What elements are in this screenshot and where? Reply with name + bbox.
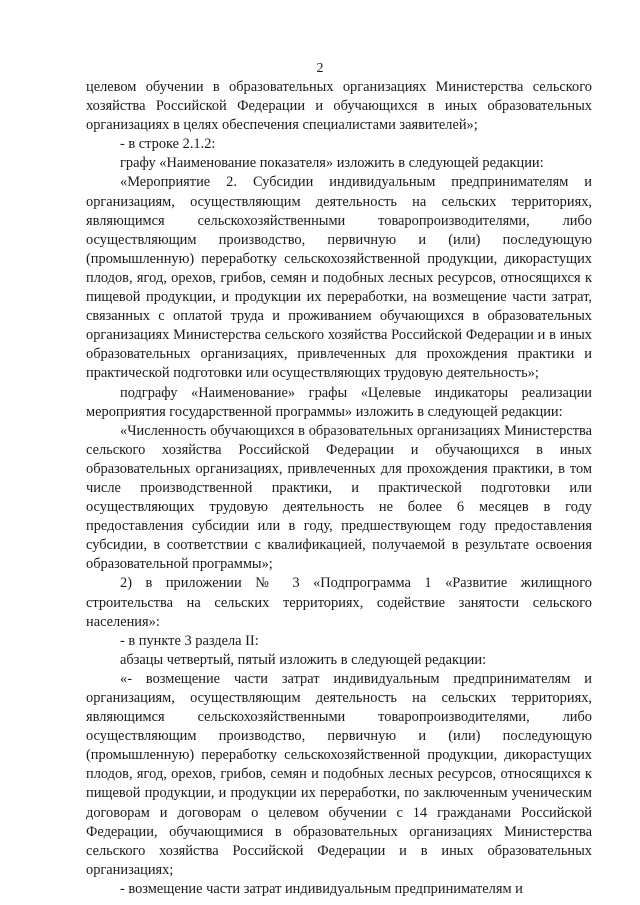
paragraph: «Мероприятие 2. Субсидии индивидуальным предпринимателям и организациям, осуществляющим деятельность на сельских территориях, являющимся сельскохозяйственными товаропроизводителями, либо осуществляющим производство, первичную и (или) последующую (промышленную) переработку сельскохозяйственной продукции, дикорастущих плодов, ягод, орехов, грибов, семян и подобных лесных ресурсов, относящихся к пищевой продукции, и продукции их переработки, на возмещение части затрат, связанных с оплатой труда и проживанием обучающихся в образовательных организациях Министерства сельского хозяйства Российской Федерации и в иных образовательных организациях, привлеченных для прохождения практики и практической подготовки или осуществляющих трудовую деятельность»;: [86, 174, 592, 382]
paragraph: «Численность обучающихся в образовательных организациях Министерства сельского хозяйства Российской Федерации и обучающихся в иных образовательных организациях, привлеченных для прохождения практики, в том числе производственной практики, и практической подготовки или осуществляющих трудовую деятельность не более 6 месяцев в году предоставления субсидии или в году, предшествующем году предоставления субсидии, в соответствии с квалификацией, получаемой в результате освоения образовательной программы»;: [86, 422, 592, 573]
page-number: 2: [316, 61, 324, 76]
paragraph: - в пункте 3 раздела II:: [120, 632, 259, 649]
paragraph: подграфу «Наименование» графы «Целевые индикаторы реализации мероприятия государственной программы» изложить в следующей редакции:: [86, 384, 592, 420]
paragraph: - возмещение части затрат индивидуальным предпринимателям и: [120, 880, 523, 897]
paragraph: 2) в приложении № 3 «Подпрограмма 1 «Развитие жилищного строительства на сельских территориях, содействие занятости сельского населения»:: [86, 575, 592, 630]
paragraph: графу «Наименование показателя» изложить в следующей редакции:: [120, 155, 544, 172]
paragraph-continued: целевом обучении в образовательных организациях Министерства сельского хозяйства Российской Федерации и обучающихся в иных образовательных организациях в целях обеспечения специалистами заявителей»;: [86, 79, 592, 134]
paragraph: - в строке 2.1.2:: [120, 136, 216, 153]
document-body: [86, 78, 592, 899]
paragraph: «- возмещение части затрат индивидуальным предпринимателям и организациям, осуществляющим деятельность на сельских территориях, являющимся сельскохозяйственными товаропроизводителями, либо осуществляющим производство, первичную и (или) последующую (промышленную) переработку сельскохозяйственной продукции, дикорастущих плодов, ягод, орехов, грибов, семян и подобных лесных ресурсов, относящихся к пищевой продукции, и продукции их переработки, по заключенным ученическим договорам и договорам о целевом обучении с 14 гражданами Российской Федерации, обучающимися в образовательных организациях Министерства сельского хозяйства Российской Федерации и в иных образовательных организациях;: [86, 670, 592, 878]
paragraph: абзацы четвертый, пятый изложить в следующей редакции:: [120, 651, 487, 668]
